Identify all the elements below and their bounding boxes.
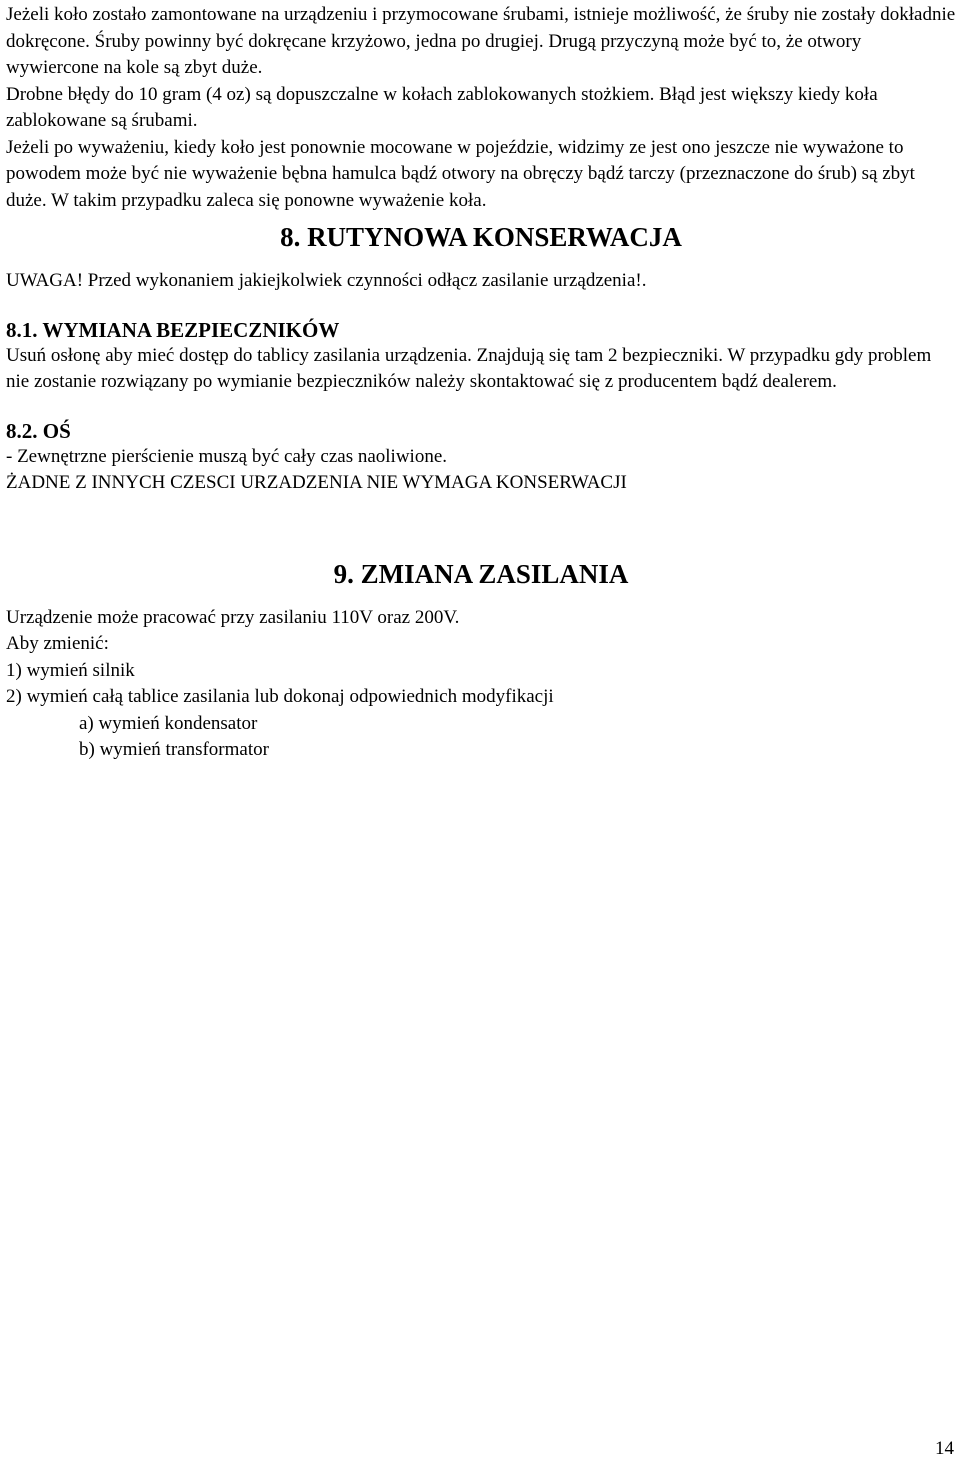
page-number: 14 — [935, 1438, 954, 1459]
section-8-2-line-oil: - Zewnętrzne pierścienie muszą być cały czas naoliwione. — [6, 445, 448, 467]
section-9-voltage-line: Urządzenie może pracować przy zasilaniu 110V oraz 200V. — [6, 606, 460, 628]
section-9-heading: 9. ZMIANA ZASILANIA — [333, 558, 629, 589]
section-8-2-heading: 8.2. OŚ — [6, 418, 71, 443]
section-9-step-2b: b) wymień transformator — [79, 739, 269, 760]
spacer — [6, 591, 956, 605]
paragraph-small-errors: Drobne błędy do 10 gram (4 oz) są dopuszczalne w kołach zablokowanych stożkiem. Błąd jest większy kiedy koła zablokowane są śrubami. — [6, 83, 878, 131]
section-8-2-line-no-maintenance: ŻADNE Z INNYCH CZESCI URZADZENIA NIE WYMAGA KONSERWACJI — [6, 472, 627, 493]
paragraph-bolts: Jeżeli koło zostało zamontowane na urządzeniu i przymocowane śrubami, istnieje możliwość, że śruby nie zostały dokładnie dokręcone. Śruby powinny być dokręcane krzyżowo, jedna po drugiej. Drugą przyczyną może być to, że otwory wywiercone na kole są zbyt duże. — [6, 4, 956, 78]
document-page — [6, 2, 956, 764]
warning-text: UWAGA! Przed wykonaniem jakiejkolwiek czynności odłącz zasilanie urządzenia!. — [6, 270, 647, 291]
section-8-1-text: Usuń osłonę aby mieć dostęp do tablicy zasilania urządzenia. Znajdują się tam 2 bezpieczniki. W przypadku gdy problem nie zostanie rozwiązany po wymianie bezpieczników należy skontaktować się z producentem bądź dealerem. — [6, 344, 932, 392]
section-9-step-1: 1) wymień silnik — [6, 659, 135, 681]
spacer — [6, 254, 956, 268]
section-9-step-2: 2) wymień całą tablice zasilania lub dokonaj odpowiednich modyfikacji — [6, 686, 554, 707]
section-8-1-heading: 8.1. WYMIANA BEZPIECZNIKÓW — [6, 317, 340, 342]
paragraph-rebalance: Jeżeli po wyważeniu, kiedy koło jest ponownie mocowane w pojeździe, widzimy ze jest ono jeszcze nie wyważone to powodem może być nie wyważenie bębna hamulca bądź otwory na obręczy bądź tarczy (przeznaczone do śrub) są zbyt duże. W takim przypadku zaleca się ponowne wyważenie koła. — [6, 136, 915, 211]
section-8-heading: 8. RUTYNOWA KONSERWACJA — [280, 222, 682, 252]
section-9-step-2a: a) wymień kondensator — [79, 712, 258, 734]
spacer — [6, 497, 956, 557]
section-9-how-to-change: Aby zmienić: — [6, 633, 109, 654]
spacer — [6, 295, 956, 317]
spacer — [6, 396, 956, 418]
